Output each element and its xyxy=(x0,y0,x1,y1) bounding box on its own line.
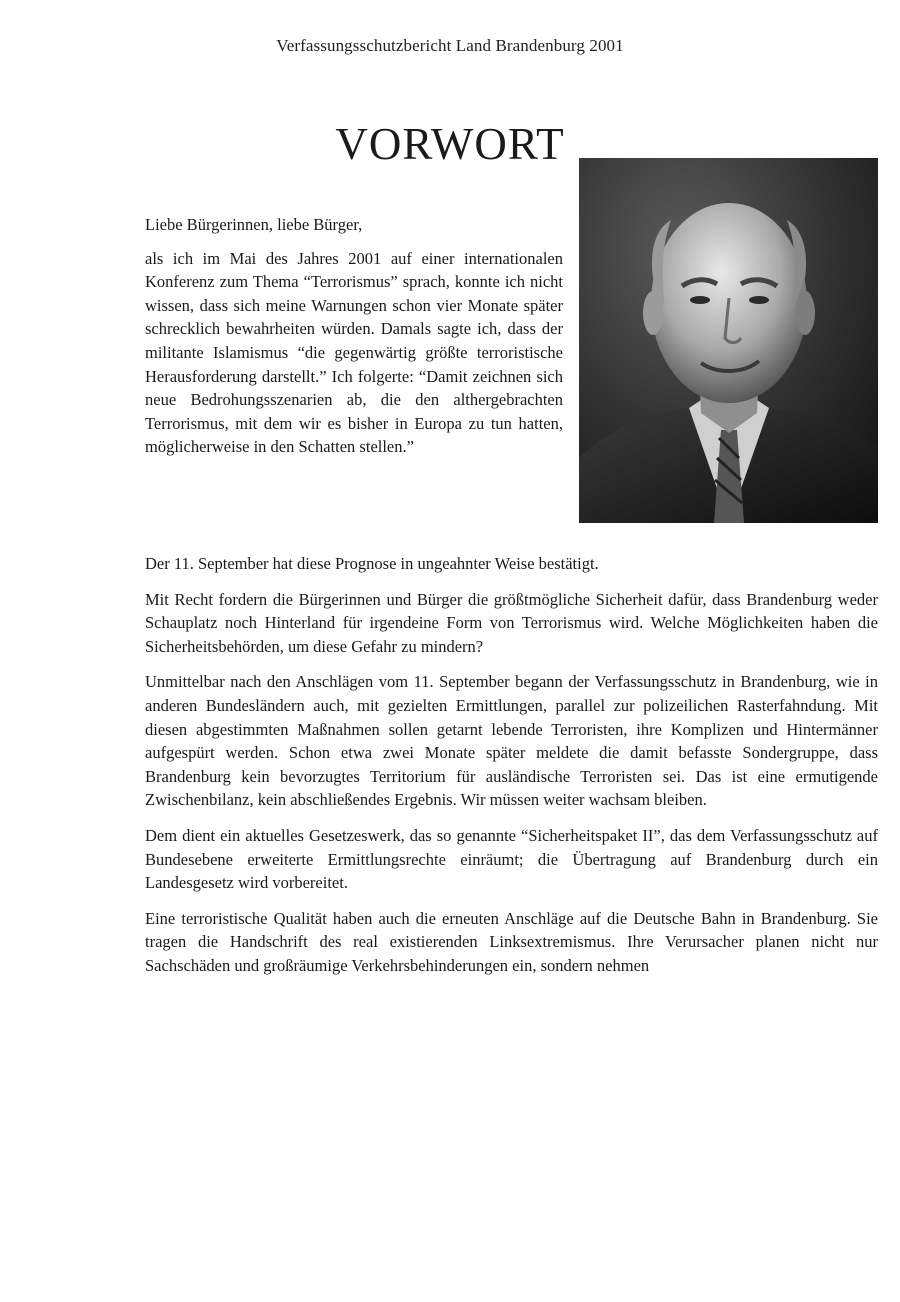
paragraph: Mit Recht fordern die Bürgerinnen und Bürger die größtmögliche Sicherheit dafür, dass Brandenburg weder Schauplatz noch Hinterland für irgendeine Form von Terrorismus wird. Welche Möglichkeiten haben die Sicherheitsbehörden, um diese Gefahr zu mindern? xyxy=(145,589,878,656)
running-header: Verfassungsschutzbericht Land Brandenburg 2001 xyxy=(276,36,624,55)
salutation: Liebe Bürgerinnen, liebe Bürger, xyxy=(145,215,363,234)
paragraph: Der 11. September hat diese Prognose in ungeahnter Weise bestätigt. xyxy=(145,554,599,573)
paragraph: Eine terroristische Qualität haben auch die erneuten Anschläge auf die Deutsche Bahn in Brandenburg. Sie tragen die Handschrift des real existierenden Linksextremismus. Ihre Verursacher planen nicht nur Sachschäden und großräumige Verkehrsbehinderungen ein, sondern nehmen xyxy=(145,908,878,975)
paragraph: Dem dient ein aktuelles Gesetzeswerk, das so genannte “Sicherheitspaket II”, das dem Verfassungsschutz auf Bundesebene erweiterte Ermittlungsrechte einräumt; die Übertragung auf Brandenburg durch ein Landesgesetz wird vorbereitet. xyxy=(145,825,878,893)
letter-body xyxy=(145,552,878,990)
paragraph: als ich im Mai des Jahres 2001 auf einer internationalen Konferenz zum Thema “Terrorismus” sprach, konnte ich nicht wissen, dass sich meine Warnungen schon vier Monate später schrecklich bewahrheiten würden. Damals sagte ich, dass der militante Islamismus “die gegenwärtig größte terroristische Herausforderung darstellt.” Ich folgerte: “Damit zeichnen sich neue Bedrohungsszenarien ab, die den althergebrachten Terrorismus, mit dem wir es bisher in Europa zu tun hatten, möglicherweise in den Schatten stellen.” xyxy=(145,248,563,457)
paragraph: Unmittelbar nach den Anschlägen vom 11. September begann der Verfassungsschutz in Brandenburg, wie in anderen Bundesländern auch, mit gezielten Ermittlungen, parallel zur polizeilichen Rasterfahndung. Mit diesen abgestimmten Maßnahmen sollen getarnt lebende Terroristen, ihre Komplizen und Hintermänner aufgespürt werden. Schon etwa zwei Monate später meldete die damit befasste Sondergruppe, dass Brandenburg kein bevorzugtes Territorium für ausländische Terroristen sei. Das ist eine ermutigende Zwischenbilanz, kein abschließendes Ergebnis. Wir müssen weiter wachsam bleiben. xyxy=(145,672,878,810)
page-title: VORWORT xyxy=(335,119,565,169)
letter-intro xyxy=(145,213,563,467)
portrait-photo xyxy=(579,158,878,523)
